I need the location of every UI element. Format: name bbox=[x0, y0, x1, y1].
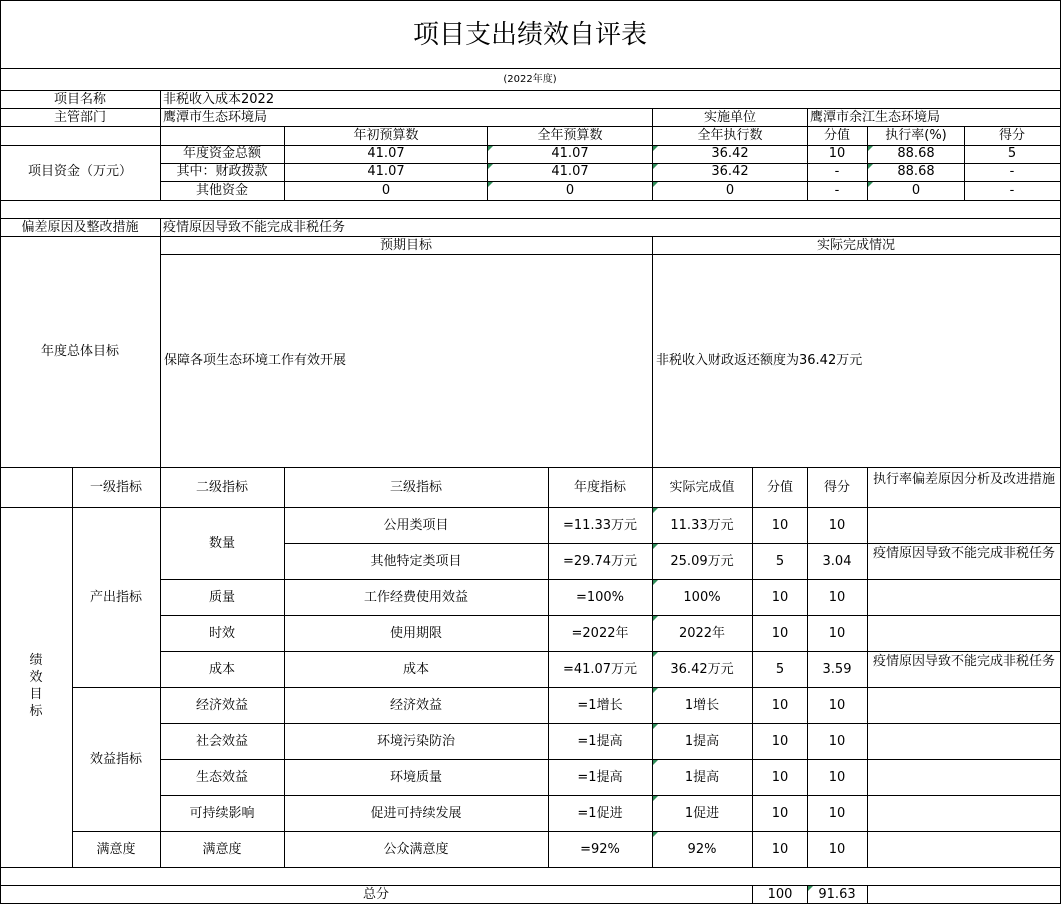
level2-cost: 成本 bbox=[208, 662, 236, 677]
level3-cell[interactable]: 公用类项目 bbox=[383, 518, 449, 533]
funds-cell[interactable]: 36.42 bbox=[711, 164, 749, 179]
score-cell[interactable]: 10 bbox=[828, 626, 846, 641]
target-cell[interactable]: =92% bbox=[580, 842, 620, 857]
funds-row-name: 其中：财政拨款 bbox=[176, 164, 268, 179]
funds-cell[interactable]: 0 bbox=[565, 183, 575, 198]
level2-quality: 质量 bbox=[208, 590, 236, 605]
reason-cell[interactable]: 疫情原因导致不能完成非税任务 bbox=[872, 546, 1055, 561]
header-score: 得分 bbox=[823, 480, 851, 495]
target-cell[interactable]: =1提高 bbox=[577, 770, 623, 785]
cell-marker bbox=[653, 652, 658, 657]
target-cell[interactable]: =1增长 bbox=[577, 698, 623, 713]
score-val-cell[interactable]: 10 bbox=[771, 518, 789, 533]
funds-cell[interactable]: 0 bbox=[381, 183, 391, 198]
cell-marker bbox=[653, 760, 658, 765]
cell-marker bbox=[653, 146, 658, 151]
year-label: (2022年度) bbox=[503, 74, 557, 85]
project-name-label: 项目名称 bbox=[53, 92, 107, 107]
score-val-cell[interactable]: 5 bbox=[775, 662, 785, 677]
level3-cell[interactable]: 成本 bbox=[402, 662, 430, 677]
expected-goal-header: 预期目标 bbox=[379, 238, 433, 253]
funds-cell[interactable]: 41.07 bbox=[367, 164, 405, 179]
deviation-value[interactable]: 疫情原因导致不能完成非税任务 bbox=[163, 220, 346, 235]
target-cell[interactable]: =2022年 bbox=[571, 626, 629, 641]
cell-marker bbox=[653, 508, 658, 513]
funds-cell[interactable]: - bbox=[1009, 183, 1015, 198]
funds-header-initial: 年初预算数 bbox=[353, 128, 419, 143]
project-name-value[interactable]: 非税收入成本2022 bbox=[163, 92, 275, 107]
perf-goal-label: 绩效目标 bbox=[29, 653, 43, 719]
actual-cell[interactable]: 36.42万元 bbox=[670, 662, 734, 677]
score-cell[interactable]: 10 bbox=[828, 590, 846, 605]
cell-marker bbox=[808, 886, 813, 891]
actual-goal-header: 实际完成情况 bbox=[816, 238, 896, 253]
cell-marker bbox=[653, 544, 658, 549]
cell-marker bbox=[653, 688, 658, 693]
header-reason: 执行率偏差原因分析及改进措施 bbox=[872, 472, 1055, 487]
header-level2: 二级指标 bbox=[195, 480, 249, 495]
cell-marker bbox=[653, 616, 658, 621]
score-val-cell[interactable]: 10 bbox=[771, 698, 789, 713]
level3-cell[interactable]: 工作经费使用效益 bbox=[363, 590, 469, 605]
score-val-cell[interactable]: 10 bbox=[771, 770, 789, 785]
actual-cell[interactable]: 25.09万元 bbox=[670, 554, 734, 569]
cell-marker bbox=[653, 580, 658, 585]
cell-marker bbox=[488, 182, 493, 187]
total-score-val[interactable]: 100 bbox=[767, 887, 793, 902]
score-cell[interactable]: 10 bbox=[828, 698, 846, 713]
score-val-cell[interactable]: 10 bbox=[771, 806, 789, 821]
cell-marker bbox=[868, 182, 873, 187]
header-target: 年度指标 bbox=[573, 480, 627, 495]
score-val-cell[interactable]: 10 bbox=[771, 842, 789, 857]
level3-cell[interactable]: 环境质量 bbox=[389, 770, 443, 785]
score-val-cell[interactable]: 10 bbox=[771, 626, 789, 641]
dept-label: 主管部门 bbox=[53, 110, 107, 125]
target-cell[interactable]: =1提高 bbox=[577, 734, 623, 749]
header-score-val: 分值 bbox=[766, 480, 794, 495]
annual-goal-label: 年度总体目标 bbox=[40, 344, 120, 359]
header-level1: 一级指标 bbox=[89, 480, 143, 495]
reason-cell[interactable]: 疫情原因导致不能完成非税任务 bbox=[872, 654, 1055, 669]
actual-cell[interactable]: 1提高 bbox=[684, 734, 720, 749]
score-cell[interactable]: 3.59 bbox=[822, 662, 852, 677]
score-val-cell[interactable]: 10 bbox=[771, 734, 789, 749]
funds-cell[interactable]: - bbox=[834, 183, 840, 198]
funds-cell[interactable]: 41.07 bbox=[551, 164, 589, 179]
target-cell[interactable]: =29.74万元 bbox=[562, 554, 638, 569]
cell-marker bbox=[488, 164, 493, 169]
cell-marker bbox=[653, 164, 658, 169]
target-cell[interactable]: =100% bbox=[575, 590, 625, 605]
funds-header-exec: 全年执行数 bbox=[697, 128, 763, 143]
actual-cell[interactable]: 92% bbox=[687, 842, 717, 857]
funds-cell[interactable]: 36.42 bbox=[711, 146, 749, 161]
actual-goal-value[interactable]: 非税收入财政返还额度为36.42万元 bbox=[656, 353, 863, 368]
dept-value[interactable]: 鹰潭市生态环境局 bbox=[163, 110, 268, 125]
header-actual: 实际完成值 bbox=[669, 480, 735, 495]
target-cell[interactable]: =1促进 bbox=[577, 806, 623, 821]
funds-row-name: 年度资金总额 bbox=[182, 146, 262, 161]
total-label: 总分 bbox=[362, 887, 390, 902]
cell-marker bbox=[653, 724, 658, 729]
funds-cell[interactable]: 41.07 bbox=[367, 146, 405, 161]
cell-marker bbox=[653, 182, 658, 187]
score-cell[interactable]: 10 bbox=[828, 806, 846, 821]
level2-quantity: 数量 bbox=[208, 536, 236, 551]
cell-marker bbox=[653, 832, 658, 837]
funds-cell[interactable]: 41.07 bbox=[551, 146, 589, 161]
actual-cell[interactable]: 100% bbox=[683, 590, 721, 605]
score-cell[interactable]: 10 bbox=[828, 734, 846, 749]
deviation-label: 偏差原因及整改措施 bbox=[21, 220, 139, 235]
funds-cell[interactable]: 0 bbox=[725, 183, 735, 198]
score-cell[interactable]: 10 bbox=[828, 518, 846, 533]
level3-cell[interactable]: 公众满意度 bbox=[383, 842, 449, 857]
funds-header-score-val: 分值 bbox=[823, 128, 851, 143]
level3-cell[interactable]: 环境污染防治 bbox=[376, 734, 456, 749]
funds-cell[interactable]: 88.68 bbox=[897, 164, 935, 179]
level1-output: 产出指标 bbox=[89, 590, 143, 605]
level2-ecological: 生态效益 bbox=[195, 770, 249, 785]
actual-cell[interactable]: 2022年 bbox=[678, 626, 726, 641]
level3-cell[interactable]: 使用期限 bbox=[389, 626, 443, 641]
level1-satisfaction: 满意度 bbox=[96, 842, 136, 857]
total-score[interactable]: 91.63 bbox=[818, 887, 856, 902]
level3-cell[interactable]: 促进可持续发展 bbox=[370, 806, 462, 821]
expected-goal-value[interactable]: 保障各项生态环境工作有效开展 bbox=[164, 353, 347, 368]
cell-marker bbox=[488, 146, 493, 151]
funds-row-name: 其他资金 bbox=[195, 183, 249, 198]
score-cell[interactable]: 10 bbox=[828, 770, 846, 785]
cell-marker bbox=[868, 146, 873, 151]
header-level3: 三级指标 bbox=[389, 480, 443, 495]
page-title: 项目支出绩效自评表 bbox=[412, 20, 648, 50]
funds-cell[interactable]: 0 bbox=[911, 183, 921, 198]
target-cell[interactable]: =11.33万元 bbox=[562, 518, 638, 533]
funds-cell[interactable]: 10 bbox=[828, 146, 846, 161]
funds-header-score: 得分 bbox=[998, 128, 1026, 143]
level2-timeliness: 时效 bbox=[208, 626, 236, 641]
score-cell[interactable]: 10 bbox=[828, 842, 846, 857]
level3-cell[interactable]: 经济效益 bbox=[389, 698, 443, 713]
actual-cell[interactable]: 11.33万元 bbox=[670, 518, 734, 533]
actual-cell[interactable]: 1提高 bbox=[684, 770, 720, 785]
funds-header-full: 全年预算数 bbox=[537, 128, 603, 143]
funds-cell[interactable]: - bbox=[834, 164, 840, 179]
impl-unit-value[interactable]: 鹰潭市余江生态环境局 bbox=[810, 110, 941, 125]
funds-cell[interactable]: - bbox=[1009, 164, 1015, 179]
level2-sustainable: 可持续影响 bbox=[189, 806, 255, 821]
level1-benefit: 效益指标 bbox=[89, 752, 143, 767]
funds-label: 项目资金（万元） bbox=[27, 164, 133, 179]
level2-satisfaction: 满意度 bbox=[202, 842, 242, 857]
funds-cell[interactable]: 5 bbox=[1007, 146, 1017, 161]
level2-economic: 经济效益 bbox=[195, 698, 249, 713]
level2-social: 社会效益 bbox=[195, 734, 249, 749]
level3-cell[interactable]: 其他特定类项目 bbox=[370, 554, 462, 569]
score-val-cell[interactable]: 5 bbox=[775, 554, 785, 569]
impl-unit-label: 实施单位 bbox=[703, 110, 757, 125]
actual-cell[interactable]: 1增长 bbox=[684, 698, 720, 713]
actual-cell[interactable]: 1促进 bbox=[684, 806, 720, 821]
score-val-cell[interactable]: 10 bbox=[771, 590, 789, 605]
cell-marker bbox=[868, 164, 873, 169]
score-cell[interactable]: 3.04 bbox=[822, 554, 852, 569]
cell-marker bbox=[653, 796, 658, 801]
funds-cell[interactable]: 88.68 bbox=[897, 146, 935, 161]
funds-header-rate: 执行率(%) bbox=[885, 128, 947, 143]
target-cell[interactable]: =41.07万元 bbox=[562, 662, 638, 677]
